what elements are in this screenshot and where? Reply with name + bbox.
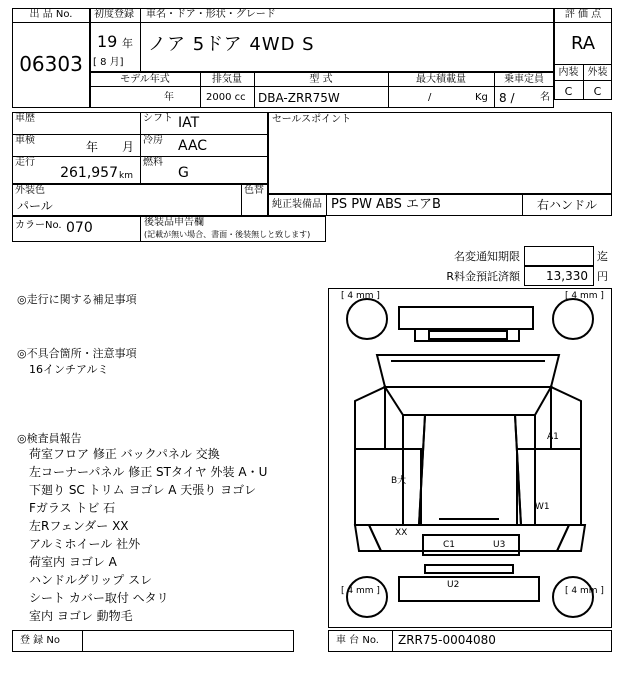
capacity-label: 乗車定員 (504, 74, 544, 85)
capacity-value: 8 / (499, 91, 515, 105)
mark-u2: U2 (447, 580, 460, 590)
mark-u3: U3 (493, 540, 506, 550)
eval-label: 評 価 点 (564, 9, 602, 20)
inspector-line: Fガラス トビ 石 (29, 501, 116, 515)
inspector-line: 荷室内 ヨゴレ A (29, 555, 117, 569)
name-change-unit: 迄 (597, 250, 608, 263)
chassis-number: ZRR75-0004080 (398, 633, 496, 647)
mark-c1: C1 (443, 540, 456, 550)
sales-point-label: セールスポイント (272, 114, 352, 125)
front-bumper (399, 307, 533, 329)
first-reg-year-unit: 年 (122, 37, 133, 50)
mark-b-dai: B大 (391, 476, 407, 486)
first-reg-month: [ 8 月] (93, 57, 124, 68)
car-diagram-svg (329, 289, 611, 627)
inspector-line: シート カバー取付 ヘタリ (29, 591, 169, 605)
color-value: パール (17, 199, 53, 213)
max-load-label: 最大積載量 (416, 74, 466, 85)
ac-label: 冷房 (143, 135, 163, 146)
tire-depth-rear-right: [ 4 mm ] (565, 586, 604, 596)
exterior-label: 外装 (587, 67, 608, 78)
load-unit: Kg (475, 92, 488, 103)
equipment-value: PS PW ABS エアB (331, 197, 441, 212)
car-name-label: 車名・ドア・形状・グレード (146, 9, 276, 20)
recycle-label: R料金預託済額 (446, 270, 520, 283)
color-no-value: 070 (66, 220, 93, 236)
mark-a1: A1 (547, 432, 559, 442)
capacity-unit: 名 (540, 92, 550, 103)
tire-depth-front-left: [ 4 mm ] (341, 291, 380, 301)
car-diagram (328, 288, 612, 628)
history-label: 車歴 (15, 113, 35, 124)
left-front-fender (355, 387, 385, 449)
hood (377, 355, 559, 387)
model-year-label: モデル年式 (120, 74, 170, 85)
shift-value: IAT (178, 115, 200, 131)
displacement-label: 排気量 (212, 74, 242, 85)
model-year-unit: 年 (164, 92, 174, 103)
fuel-value: G (178, 165, 189, 181)
right-side (517, 449, 581, 525)
recycle-amount: 13,330 (546, 269, 588, 283)
ac-value: AAC (178, 138, 208, 154)
lot-label: 出 品 No. (29, 9, 73, 20)
mark-w1: W1 (535, 502, 550, 512)
roof (419, 415, 521, 525)
aftermarket-label: 後装品申告欄 (144, 217, 204, 228)
interior-label: 内装 (558, 67, 579, 78)
inspector-line: 左コーナーパネル 修正 STタイヤ 外装 A・U (29, 465, 268, 479)
inspector-line: 下廻り SC トリム ヨゴレ A 天張り ヨゴレ (29, 483, 257, 497)
tire-front-right (553, 299, 593, 339)
tire-depth-rear-left: [ 4 mm ] (341, 586, 380, 596)
defect-line: 16インチアルミ (29, 363, 109, 376)
type-value: DBA-ZRR75W (258, 91, 340, 105)
fuel-label: 燃料 (143, 157, 163, 168)
windshield (385, 387, 551, 415)
inspector-line: 荷室フロア 修正 バックパネル 交換 (29, 447, 220, 461)
eval-score: RA (570, 33, 596, 54)
lot-number: 06303 (19, 52, 83, 76)
defects-label: ◎不具合箇所・注意事項 (17, 347, 137, 360)
name-change-label: 名変通知期限 (454, 250, 520, 263)
name-change-box (524, 246, 594, 266)
rear-bumper (399, 577, 539, 601)
inspector-line: 室内 ヨゴレ 動物毛 (29, 609, 133, 623)
first-reg-year: 19 (97, 32, 118, 51)
mileage-value: 261,957 (60, 165, 118, 181)
recycle-unit: 円 (597, 270, 608, 283)
displacement-value: 2000 cc (206, 92, 246, 103)
tire-front-left (347, 299, 387, 339)
color-change-label: 色替 (244, 185, 264, 196)
exterior-grade: C (593, 85, 602, 98)
reg-no-label: 登 録 No (20, 635, 60, 646)
tire-rear-right (553, 577, 593, 617)
mark-xx: XX (395, 528, 408, 538)
mileage-unit: km (119, 171, 133, 181)
aftermarket-note: (記載が無い場合、書面・後装無しと致します) (144, 230, 311, 239)
first-reg-label: 初度登録 (94, 9, 134, 20)
chassis-label: 車 台 No. (336, 635, 379, 646)
equipment-label: 純正装備品 (272, 199, 322, 210)
load-slash: / (428, 92, 432, 103)
color-label: 外装色 (15, 185, 45, 196)
inspector-line: 左Rフェンダー XX (29, 519, 129, 533)
tire-depth-front-right: [ 4 mm ] (565, 291, 604, 301)
inspector-line: アルミホイール 社外 (29, 537, 141, 551)
inspector-line: ハンドルグリップ スレ (29, 573, 153, 587)
tire-rear-left (347, 577, 387, 617)
color-no-label: カラーNo. (15, 220, 62, 231)
shift-label: シフト (143, 113, 173, 124)
left-side (355, 449, 421, 525)
inspector-label: ◎検査員報告 (17, 432, 82, 445)
driving-notes-label: ◎走行に関する補足事項 (17, 293, 137, 306)
type-label: 型 式 (309, 74, 333, 85)
inspection-year: 年 (86, 140, 99, 154)
mileage-label: 走行 (15, 157, 35, 168)
inspection-label: 車検 (15, 135, 35, 146)
steering-value: 右ハンドル (536, 198, 597, 212)
inspection-month: 月 (122, 140, 135, 154)
interior-grade: C (564, 85, 573, 98)
car-name: ノア 5ドア 4WD S (148, 34, 315, 55)
